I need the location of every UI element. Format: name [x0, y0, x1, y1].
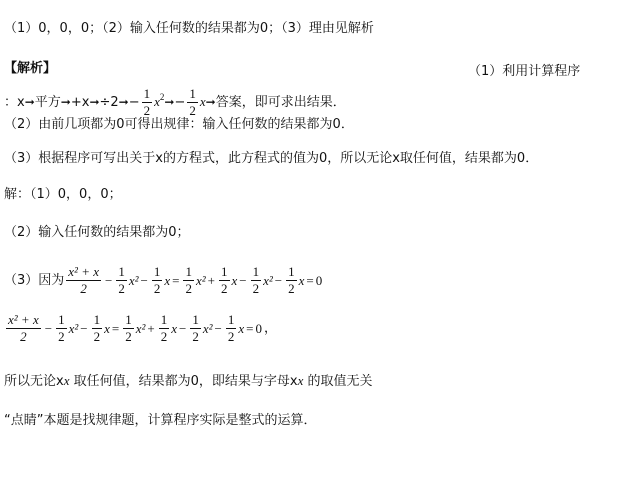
- program-flow: [4, 86, 346, 119]
- half-fraction: [286, 264, 297, 297]
- result-zero: 0: [315, 272, 323, 288]
- term-x-squared: x²: [68, 320, 79, 336]
- fraction-numerator: 1: [93, 312, 101, 327]
- fraction-denominator: 2: [185, 281, 192, 296]
- half-fraction: [56, 312, 67, 345]
- fraction-numerator: 1: [153, 264, 161, 279]
- fraction-denominator: 2: [189, 103, 196, 118]
- fraction-numerator: 1: [221, 264, 228, 279]
- half-fraction: [226, 312, 237, 345]
- conclusion-text-start: 所以无论x: [4, 374, 64, 389]
- arrow-icon: ➞: [89, 95, 100, 109]
- solution-part-3-prefix: （3）因为: [4, 272, 65, 288]
- answer-line: （1）0，0，0；（2）输入任何数的结果都为0；（3）理由见解析: [4, 21, 374, 36]
- fraction-x2-plus-x-over-2: [66, 264, 101, 297]
- arrow-icon: ➞: [118, 95, 129, 109]
- conclusion-text-end: 的取值无关: [303, 374, 373, 389]
- arrow-icon: ➞: [60, 95, 71, 109]
- fraction-numerator: 1: [58, 312, 65, 327]
- comma: ，: [263, 320, 277, 336]
- program-step-square: 平方: [34, 95, 61, 110]
- minus-sign: −: [214, 320, 222, 336]
- equals-sign: =: [246, 320, 254, 336]
- fraction-numerator: x² + x: [68, 264, 99, 279]
- fraction-denominator: 2: [118, 281, 125, 296]
- fraction-numerator: 1: [252, 264, 260, 279]
- term-x-squared: x²: [202, 320, 213, 336]
- term-x: x: [231, 272, 238, 288]
- minus-sign: −: [128, 95, 140, 110]
- conclusion-line: [4, 372, 373, 391]
- fraction-x2-plus-x-over-2: [6, 312, 41, 345]
- analysis-point-3: （3）根据程序可写出关于x的方程式，此方程式的值为0，所以无论x取任何值，结果都为0．: [4, 151, 539, 166]
- fraction-numerator: 1: [185, 264, 192, 279]
- term-x: x: [164, 272, 171, 288]
- solution-part-1: 解：（1）0，0，0；: [4, 187, 122, 202]
- term-x: x: [238, 320, 245, 336]
- fraction-numerator: 1: [192, 312, 199, 327]
- arrow-icon: ➞: [24, 95, 35, 109]
- fraction-denominator: 2: [221, 281, 228, 296]
- fraction-numerator: 1: [288, 264, 295, 279]
- fraction-numerator: 1: [125, 312, 132, 327]
- minus-sign: −: [105, 272, 113, 288]
- minus-sign: −: [239, 272, 247, 288]
- fraction-numerator: 1: [227, 312, 235, 327]
- program-suffix: 答案，即可求出结果．: [215, 95, 346, 110]
- fraction-numerator: 1: [143, 86, 151, 101]
- equation-line-2: [4, 312, 279, 345]
- half-fraction: [183, 264, 194, 297]
- half-fraction: [159, 312, 170, 345]
- fraction-denominator: 2: [288, 281, 295, 296]
- term-x: x: [104, 320, 110, 336]
- analysis-label: 【解析】: [4, 61, 57, 76]
- fraction-numerator: 1: [118, 264, 125, 279]
- exponent: 2: [159, 92, 165, 102]
- half-fraction: [116, 264, 127, 297]
- minus-sign: −: [80, 320, 88, 336]
- half-fraction: [123, 312, 134, 345]
- plus-sign: +: [207, 272, 215, 288]
- term-x-squared: x²: [135, 320, 146, 336]
- term-x: x: [171, 320, 177, 336]
- term-x-squared: x²: [263, 272, 273, 288]
- variable-x: x: [297, 373, 304, 388]
- half-fraction: [152, 264, 163, 297]
- arrow-icon: ➞: [205, 95, 216, 109]
- conclusion-text-mid: 取任何值，结果都为0，即结果与字母x: [69, 374, 298, 389]
- solution-part-2: （2）输入任何数的结果都为0；: [4, 225, 190, 240]
- term-x-squared: x²: [128, 272, 139, 288]
- half-fraction: [187, 86, 198, 119]
- program-prefix: ：x: [4, 95, 25, 110]
- program-step-add: +x: [70, 95, 90, 110]
- equals-sign: =: [111, 320, 120, 336]
- fraction-denominator: 2: [20, 329, 27, 344]
- minus-sign: −: [179, 320, 187, 336]
- fraction-denominator: 2: [160, 329, 168, 344]
- fraction-denominator: 2: [227, 329, 235, 344]
- fraction-numerator: 1: [189, 86, 196, 101]
- program-step-divide: ÷2: [99, 95, 119, 110]
- fraction-denominator: 2: [58, 329, 65, 344]
- plus-sign: +: [147, 320, 155, 336]
- term-x-squared: x²: [195, 272, 206, 288]
- half-fraction: [219, 264, 230, 297]
- equals-sign: =: [172, 272, 180, 288]
- arrow-icon: ➞: [164, 95, 175, 109]
- fraction-denominator: 2: [125, 329, 132, 344]
- analysis-point-2: （2）由前几项都为0可得出规律：输入任何数的结果都为0．: [4, 117, 354, 132]
- minus-sign: −: [140, 272, 148, 288]
- fraction-denominator: 2: [153, 281, 161, 296]
- fraction-numerator: 1: [160, 312, 168, 327]
- fraction-denominator: 2: [192, 329, 199, 344]
- fraction-denominator: 2: [93, 329, 101, 344]
- variable-x: x: [63, 373, 70, 388]
- half-fraction: [251, 264, 262, 297]
- fraction-denominator: 2: [80, 281, 87, 296]
- fraction-denominator: 2: [143, 103, 151, 118]
- minus-sign: −: [174, 95, 186, 110]
- half-fraction: [92, 312, 103, 345]
- equals-sign: =: [306, 272, 314, 288]
- minus-sign: −: [44, 320, 53, 336]
- half-fraction: [142, 86, 153, 119]
- half-fraction: [190, 312, 201, 345]
- term-x: x: [298, 272, 305, 288]
- analysis-right-text: （1）利用计算程序: [468, 64, 581, 79]
- result-zero: 0: [255, 320, 262, 336]
- fraction-denominator: 2: [252, 281, 260, 296]
- variable-x: x: [154, 94, 160, 109]
- comment-line: “点睛”本题是找规律题，计算程序实际是整式的运算．: [4, 413, 317, 428]
- fraction-numerator: x² + x: [8, 312, 39, 327]
- variable-x: x: [199, 94, 206, 109]
- equation-line-1: [4, 264, 322, 297]
- minus-sign: −: [274, 272, 283, 288]
